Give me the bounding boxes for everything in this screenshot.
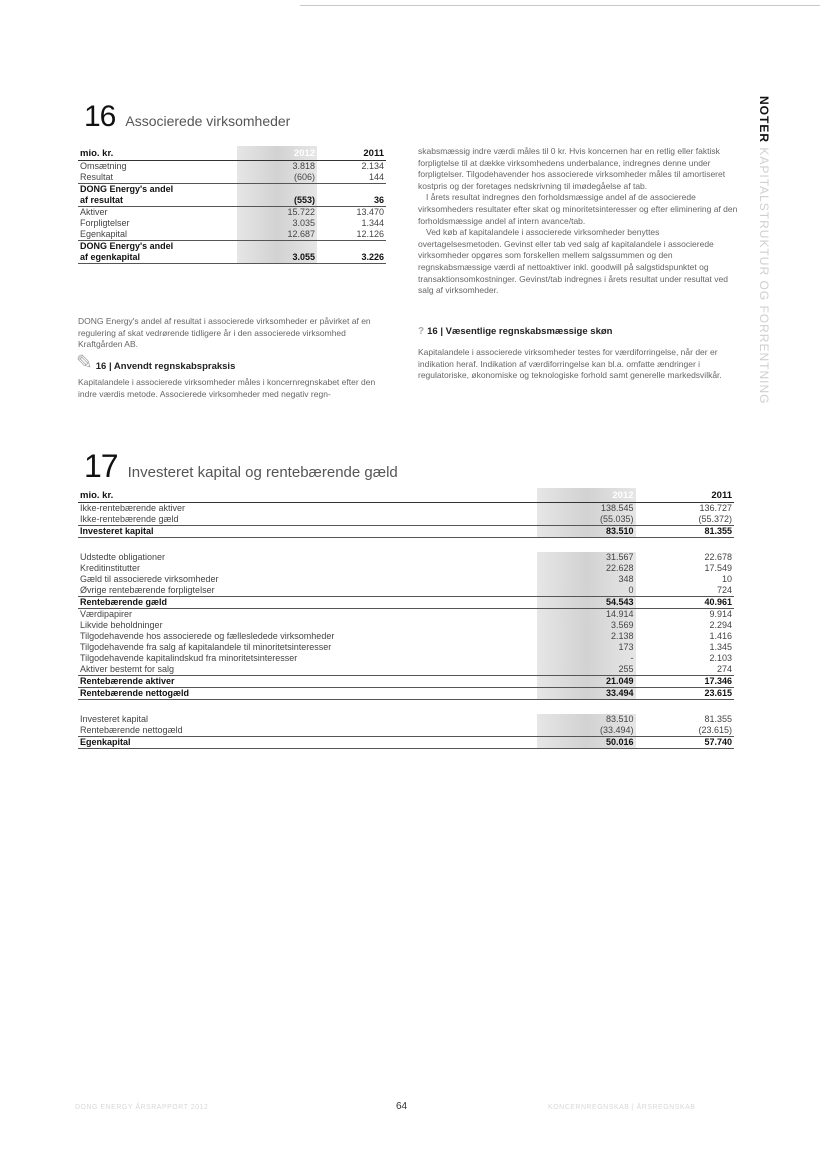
value-2011: 13.470 [356, 207, 384, 217]
table-row [78, 737, 734, 749]
row-label: Rentebærende aktiver [78, 676, 537, 688]
value-2011 [636, 700, 735, 715]
pen-icon: ✎ [76, 352, 93, 374]
table-row [78, 503, 734, 515]
header-year-prior: 2011 [636, 488, 735, 503]
estimates-heading [418, 326, 612, 337]
value-2011 [317, 241, 386, 253]
value-2011: 144 [317, 172, 386, 184]
value-2011: (55.372) [636, 514, 735, 526]
table-row [78, 585, 734, 597]
policy-paragraph: Kapitalandele i associerede virksomheder måles i koncernregnskabet efter den indre værdis metode. Associerede virksomheder med negativ regn- [78, 377, 376, 399]
header-unit: mio. kr. [78, 146, 237, 161]
value-2012 [237, 241, 317, 253]
footer-right: KONCERNREGNSKAB | ÅRSREGNSKAB [548, 1104, 696, 1111]
row-label: Tilgodehavende hos associerede og fællesledede virksomheder [80, 631, 335, 641]
value-2012: 83.510 [537, 714, 635, 725]
table-row [78, 161, 386, 173]
table-row [78, 688, 734, 700]
value-2011: 36 [317, 195, 386, 207]
value-2012: (553) [237, 195, 317, 207]
value-2011: 1.416 [709, 631, 732, 641]
value-2011: 2.134 [361, 161, 384, 171]
policy-paragraph: I årets resultat indregnes den forholdsmæssige andel af de associerede virksomheders resultater efter skat og minoritetsinteresser og efter eliminering af den forholdsmæssige andel af intern avance/tab. [418, 192, 738, 226]
row-label: af egenkapital [78, 252, 237, 264]
footer-left: DONG ENERGY ÅRSRAPPORT 2012 [75, 1104, 209, 1111]
value-2011: 81.355 [704, 714, 732, 724]
value-2011: (23.615) [636, 725, 735, 737]
section-16-heading [84, 100, 290, 134]
table-row [78, 526, 734, 538]
table-row [78, 631, 734, 642]
question-icon: ? [418, 326, 425, 337]
row-label: Likvide beholdninger [80, 620, 163, 630]
row-label: Egenkapital [78, 737, 537, 749]
value-2012: 173 [537, 642, 635, 653]
value-2012: 3.035 [237, 218, 317, 229]
policy-paragraph: Ved køb af kapitalandele i associerede virksomheder benyttes overtagelsesmetoden. Gevinst eller tab ved salg af kapitalandele i associerede virksomheder opgøres som forskellen mellem salgssummen og den regnskabsmæssige værdi af nettoaktiver inkl. goodwill på salgstidspunktet og transaktionsomkostninger. Gevinst/tab indregnes i årets resultat under resultat ved salg af virksomheder. [418, 227, 728, 296]
estimates-heading-text: 16 | Væsentlige regnskabsmæssige skøn [427, 326, 613, 337]
value-2012: 22.628 [537, 563, 635, 574]
value-2011: 1.345 [709, 642, 732, 652]
value-2012: 0 [537, 585, 635, 597]
row-label: Egenkapital [78, 229, 237, 241]
policy-heading-text: 16 | Anvendt regnskabspraksis [95, 361, 236, 372]
header-unit: mio. kr. [78, 488, 537, 503]
row-label: Investeret kapital [80, 714, 149, 724]
table-row [78, 552, 734, 563]
value-2011: 81.355 [636, 526, 735, 538]
value-2011: 23.615 [636, 688, 735, 700]
table-row [78, 241, 386, 253]
row-label: Rentebærende nettogæld [78, 725, 537, 737]
value-2011: 57.740 [636, 737, 735, 749]
value-2012: 3.055 [237, 252, 317, 264]
row-label: Forpligtelser [80, 218, 130, 228]
row-label: Øvrige rentebærende forpligtelser [78, 585, 537, 597]
page-number: 64 [396, 1101, 408, 1112]
table-row [78, 609, 734, 621]
associates-table [78, 146, 386, 264]
policy-paragraph: skabsmæssig indre værdi måles til 0 kr. Hvis koncernen har en retlig eller faktisk forpligtelse til at dække virksomhedens underbalance, indregnes denne under forpligtelser. Tilgodehavender hos associerede virksomheder måles til amortiseret kostpris og der foretages nedskrivning til imødegåelse af tab. [418, 146, 726, 191]
value-2012: 348 [537, 574, 635, 585]
table-header-row [78, 488, 734, 503]
value-2012: (606) [237, 172, 317, 184]
value-2012: 31.567 [537, 552, 635, 563]
row-label: Værdipapirer [80, 609, 133, 619]
table-row [78, 714, 734, 725]
row-label: Tilgodehavende fra salg af kapitalandele til minoritetsinteresser [80, 642, 332, 652]
table-row [78, 172, 386, 184]
section-17-heading [84, 448, 398, 485]
section-title: Associerede virksomheder [125, 113, 291, 129]
side-tab-bold: NOTER [757, 96, 771, 143]
value-2012: 15.722 [237, 207, 317, 219]
policy-text-left [78, 377, 390, 400]
spacer-row [78, 700, 734, 715]
value-2012: 12.687 [237, 229, 317, 241]
table-row [78, 514, 734, 526]
value-2012 [237, 184, 317, 196]
estimates-text [418, 347, 738, 382]
table-row [78, 563, 734, 574]
value-2012 [537, 700, 635, 715]
value-2011: 17.549 [704, 563, 732, 573]
row-label: Ikke-rentebærende aktiver [80, 503, 186, 513]
row-label: Rentebærende gæld [78, 597, 537, 609]
section-title: Investeret kapital og rentebærende gæld [127, 464, 398, 481]
section-number: 17 [84, 448, 118, 484]
side-tab [757, 96, 771, 404]
table-row [78, 664, 734, 676]
value-2012: - [537, 653, 635, 664]
note-text: DONG Energy's andel af resultat i associerede virksomheder er påvirket af en regulering af skat vedrørende tidligere år i den associerede virksomhed Kraftgården AB. [78, 316, 371, 350]
table-row [78, 653, 734, 664]
row-label: DONG Energy's andel [80, 184, 174, 194]
value-2012: 3.569 [537, 620, 635, 631]
associates-note [78, 316, 390, 351]
row-label: Omsætning [80, 161, 127, 171]
value-2012: 255 [537, 664, 635, 676]
value-2012: 33.494 [537, 688, 635, 700]
table-row [78, 597, 734, 609]
row-label: af resultat [78, 195, 237, 207]
policy-heading [76, 354, 235, 372]
value-2011 [317, 184, 386, 196]
value-2012 [537, 538, 635, 553]
top-rule [300, 5, 820, 6]
value-2011: 40.961 [636, 597, 735, 609]
table-row [78, 229, 386, 241]
value-2012: 3.818 [237, 161, 317, 173]
value-2012: 138.545 [537, 503, 635, 515]
side-tab-light: KAPITALSTRUKTUR OG FORRENTNING [757, 147, 771, 405]
table-row [78, 218, 386, 229]
table-row [78, 574, 734, 585]
table-row [78, 642, 734, 653]
value-2012: 83.510 [537, 526, 635, 538]
header-year-current: 2012 [537, 488, 635, 503]
table-row [78, 620, 734, 631]
row-label: Gæld til associerede virksomheder [80, 574, 219, 584]
row-label: Rentebærende nettogæld [78, 688, 537, 700]
value-2011: 274 [636, 664, 735, 676]
section-number: 16 [84, 100, 116, 133]
row-label: Udstedte obligationer [80, 552, 166, 562]
value-2011: 724 [636, 585, 735, 597]
header-year-prior: 2011 [317, 146, 386, 161]
policy-text-right [418, 146, 738, 297]
row-label: Kreditinstitutter [80, 563, 141, 573]
value-2012: 14.914 [537, 609, 635, 621]
row-label: Ikke-rentebærende gæld [78, 514, 537, 526]
row-label [78, 538, 537, 553]
row-label: Aktiver [80, 207, 108, 217]
value-2011: 12.126 [317, 229, 386, 241]
value-2012: (55.035) [537, 514, 635, 526]
row-label: DONG Energy's andel [80, 241, 174, 251]
value-2012: 54.543 [537, 597, 635, 609]
row-label: Tilgodehavende kapitalindskud fra minoritetsinteresser [80, 653, 298, 663]
table-header-row [78, 146, 386, 161]
invested-capital-table [78, 488, 734, 749]
table-row [78, 252, 386, 264]
value-2011: 17.346 [636, 676, 735, 688]
table-row [78, 184, 386, 196]
value-2011: 136.727 [699, 503, 732, 513]
table-row [78, 195, 386, 207]
value-2011: 2.294 [709, 620, 732, 630]
value-2012: (33.494) [537, 725, 635, 737]
value-2012: 50.016 [537, 737, 635, 749]
row-label: Resultat [78, 172, 237, 184]
table-row [78, 676, 734, 688]
spacer-row [78, 538, 734, 553]
value-2011: 3.226 [317, 252, 386, 264]
row-label [78, 700, 537, 715]
estimates-paragraph: Kapitalandele i associerede virksomheder testes for værdiforringelse, når der er indikation heraf. Indikation af værdiforringelse kan bl.a. omfatte ændringer i regulatoriske, økonomiske og teknologiske forhold samt generelle markedsvilkår. [418, 347, 722, 381]
value-2011 [636, 538, 735, 553]
table-row [78, 725, 734, 737]
value-2012: 21.049 [537, 676, 635, 688]
row-label: Investeret kapital [78, 526, 537, 538]
value-2011: 2.103 [709, 653, 732, 663]
row-label: Aktiver bestemt for salg [78, 664, 537, 676]
header-year-current: 2012 [237, 146, 317, 161]
value-2011: 22.678 [704, 552, 732, 562]
value-2011: 9.914 [709, 609, 732, 619]
value-2012: 2.138 [537, 631, 635, 642]
table-row [78, 207, 386, 219]
value-2011: 10 [721, 574, 732, 584]
value-2011: 1.344 [361, 218, 384, 228]
